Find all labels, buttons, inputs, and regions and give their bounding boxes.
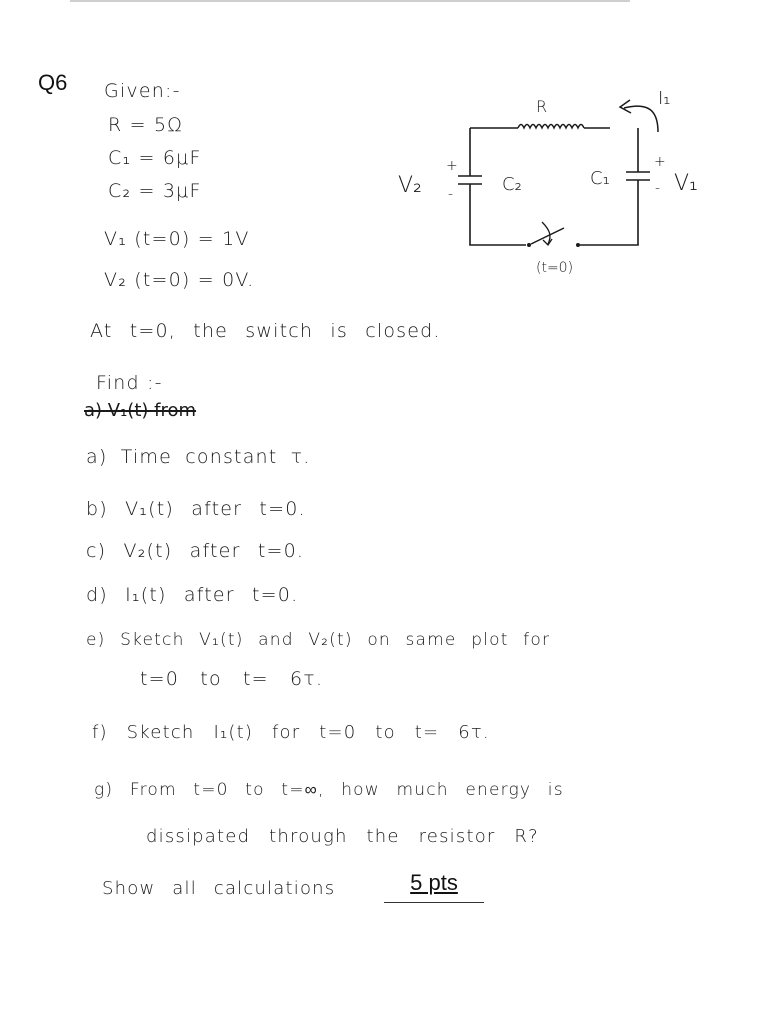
given-v1-initial: V₁ (t=0) = 1V	[104, 228, 250, 250]
points-value: 5 pts	[410, 870, 458, 895]
c2-minus-sign: -	[448, 186, 454, 202]
switch-arrowhead	[543, 239, 552, 245]
current-label: I₁	[658, 88, 671, 109]
problem-statement: At t=0, the switch is closed.	[90, 320, 441, 342]
v2-label: V₂	[398, 173, 422, 198]
c1-minus-sign: -	[655, 180, 661, 196]
part-e-continued: t=0 to t= 6τ.	[140, 668, 324, 690]
switch-blade	[531, 228, 564, 244]
top-edge-rule	[70, 0, 630, 2]
right-wire-bottom	[580, 180, 638, 245]
points-underline	[384, 902, 484, 903]
c2-plus-sign: +	[446, 158, 458, 174]
given-resistance: R = 5Ω	[108, 114, 184, 136]
question-number: Q6	[38, 70, 68, 95]
closing-instruction: Show all calculations	[102, 878, 336, 899]
resistor-label: R	[536, 97, 548, 116]
c1-plus-sign: +	[654, 154, 666, 170]
switch-contact-right	[576, 243, 580, 247]
given-label: Given:-	[104, 80, 181, 102]
given-c1: C₁ = 6μF	[108, 147, 202, 169]
v1-label: V₁	[674, 171, 698, 196]
part-e: e) Sketch V₁(t) and V₂(t) on same plot for	[86, 630, 551, 650]
current-arrow	[624, 106, 658, 132]
part-g: g) From t=0 to t=∞, how much energy is	[94, 780, 564, 800]
c2-label: C₂	[502, 174, 522, 195]
switch-label: (t=0)	[536, 260, 574, 276]
given-v2-initial: V₂ (t=0) = 0V.	[104, 269, 255, 291]
find-label: Find :-	[96, 372, 163, 394]
circuit-diagram	[390, 80, 720, 290]
c1-label: C₁	[590, 168, 610, 189]
switch-contact-left	[527, 243, 531, 247]
part-g-continued: dissipated through the resistor R?	[146, 826, 539, 847]
part-f: f) Sketch I₁(t) for t=0 to t= 6τ.	[92, 722, 490, 743]
resistor-symbol	[518, 125, 584, 129]
part-d: d) I₁(t) after t=0.	[86, 584, 299, 606]
part-a: a) Time constant τ.	[86, 446, 311, 468]
part-c: c) V₂(t) after t=0.	[86, 540, 305, 562]
given-c2: C₂ = 3μF	[108, 180, 202, 202]
struck-out-text: a) V₁(t) from	[84, 400, 197, 421]
part-b: b) V₁(t) after t=0.	[86, 498, 306, 520]
